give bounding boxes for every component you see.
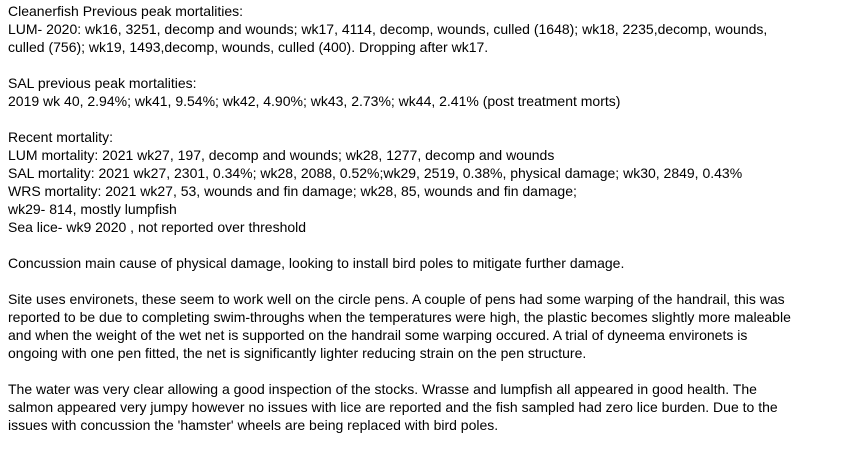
sal-mortality-line: SAL mortality: 2021 wk27, 2301, 0.34%; wk28, 2088, 0.52%;wk29, 2519, 0.38%, physical damage; wk30, 2849, 0.43% bbox=[8, 165, 743, 181]
environets-line-2: reported to be due to completing swim-throughs when the temperatures were high, the plastic becomes slightly more maleable bbox=[8, 309, 791, 325]
spacer bbox=[8, 362, 853, 380]
water-line-3: issues with concussion the 'hamster' wheels are being replaced with bird poles. bbox=[8, 417, 499, 433]
spacer bbox=[8, 110, 853, 128]
cleanerfish-section bbox=[8, 2, 853, 56]
cleanerfish-line-2: culled (756); wk19, 1493,decomp, wounds, culled (400). Dropping after wk17. bbox=[8, 39, 489, 55]
wk29-line: wk29- 814, mostly lumpfish bbox=[8, 201, 177, 217]
spacer bbox=[8, 236, 853, 254]
water-section bbox=[8, 380, 853, 434]
cleanerfish-line-1: LUM- 2020: wk16, 3251, decomp and wounds; wk17, 4114, decomp, wounds, culled (1648); wk18, 2235,decomp, wounds, bbox=[8, 21, 768, 37]
spacer bbox=[8, 56, 853, 74]
concussion-section bbox=[8, 254, 853, 272]
environets-line-1: Site uses environets, these seem to work well on the circle pens. A couple of pens had some warping of the handrail, this was bbox=[8, 291, 785, 307]
sal-previous-heading: SAL previous peak mortalities: bbox=[8, 75, 197, 91]
recent-mortality-section bbox=[8, 128, 853, 236]
environets-section bbox=[8, 290, 853, 362]
environets-line-3: and when the weight of the wet net is supported on the handrail some warping occured. A trial of dyneema environets is bbox=[8, 327, 748, 343]
water-line-1: The water was very clear allowing a good inspection of the stocks. Wrasse and lumpfish all appeared in good health. The bbox=[8, 381, 757, 397]
water-line-2: salmon appeared very jumpy however no issues with lice are reported and the fish sampled had zero lice burden. Due to the bbox=[8, 399, 778, 415]
environets-line-4: ongoing with one pen fitted, the net is significantly lighter reducing strain on the pen structure. bbox=[8, 345, 587, 361]
sal-previous-line-1: 2019 wk 40, 2.94%; wk41, 9.54%; wk42, 4.90%; wk43, 2.73%; wk44, 2.41% (post treatment morts) bbox=[8, 93, 621, 109]
recent-mortality-heading: Recent mortality: bbox=[8, 129, 114, 145]
report-document bbox=[8, 2, 853, 434]
spacer bbox=[8, 272, 853, 290]
wrs-mortality-line: WRS mortality: 2021 wk27, 53, wounds and fin damage; wk28, 85, wounds and fin damage; bbox=[8, 183, 577, 199]
sal-previous-section bbox=[8, 74, 853, 110]
sea-lice-line: Sea lice- wk9 2020 , not reported over threshold bbox=[8, 219, 307, 235]
cleanerfish-heading: Cleanerfish Previous peak mortalities: bbox=[8, 3, 243, 19]
lum-mortality-line: LUM mortality: 2021 wk27, 197, decomp and wounds; wk28, 1277, decomp and wounds bbox=[8, 147, 555, 163]
concussion-text: Concussion main cause of physical damage, looking to install bird poles to mitigate further damage. bbox=[8, 255, 625, 271]
